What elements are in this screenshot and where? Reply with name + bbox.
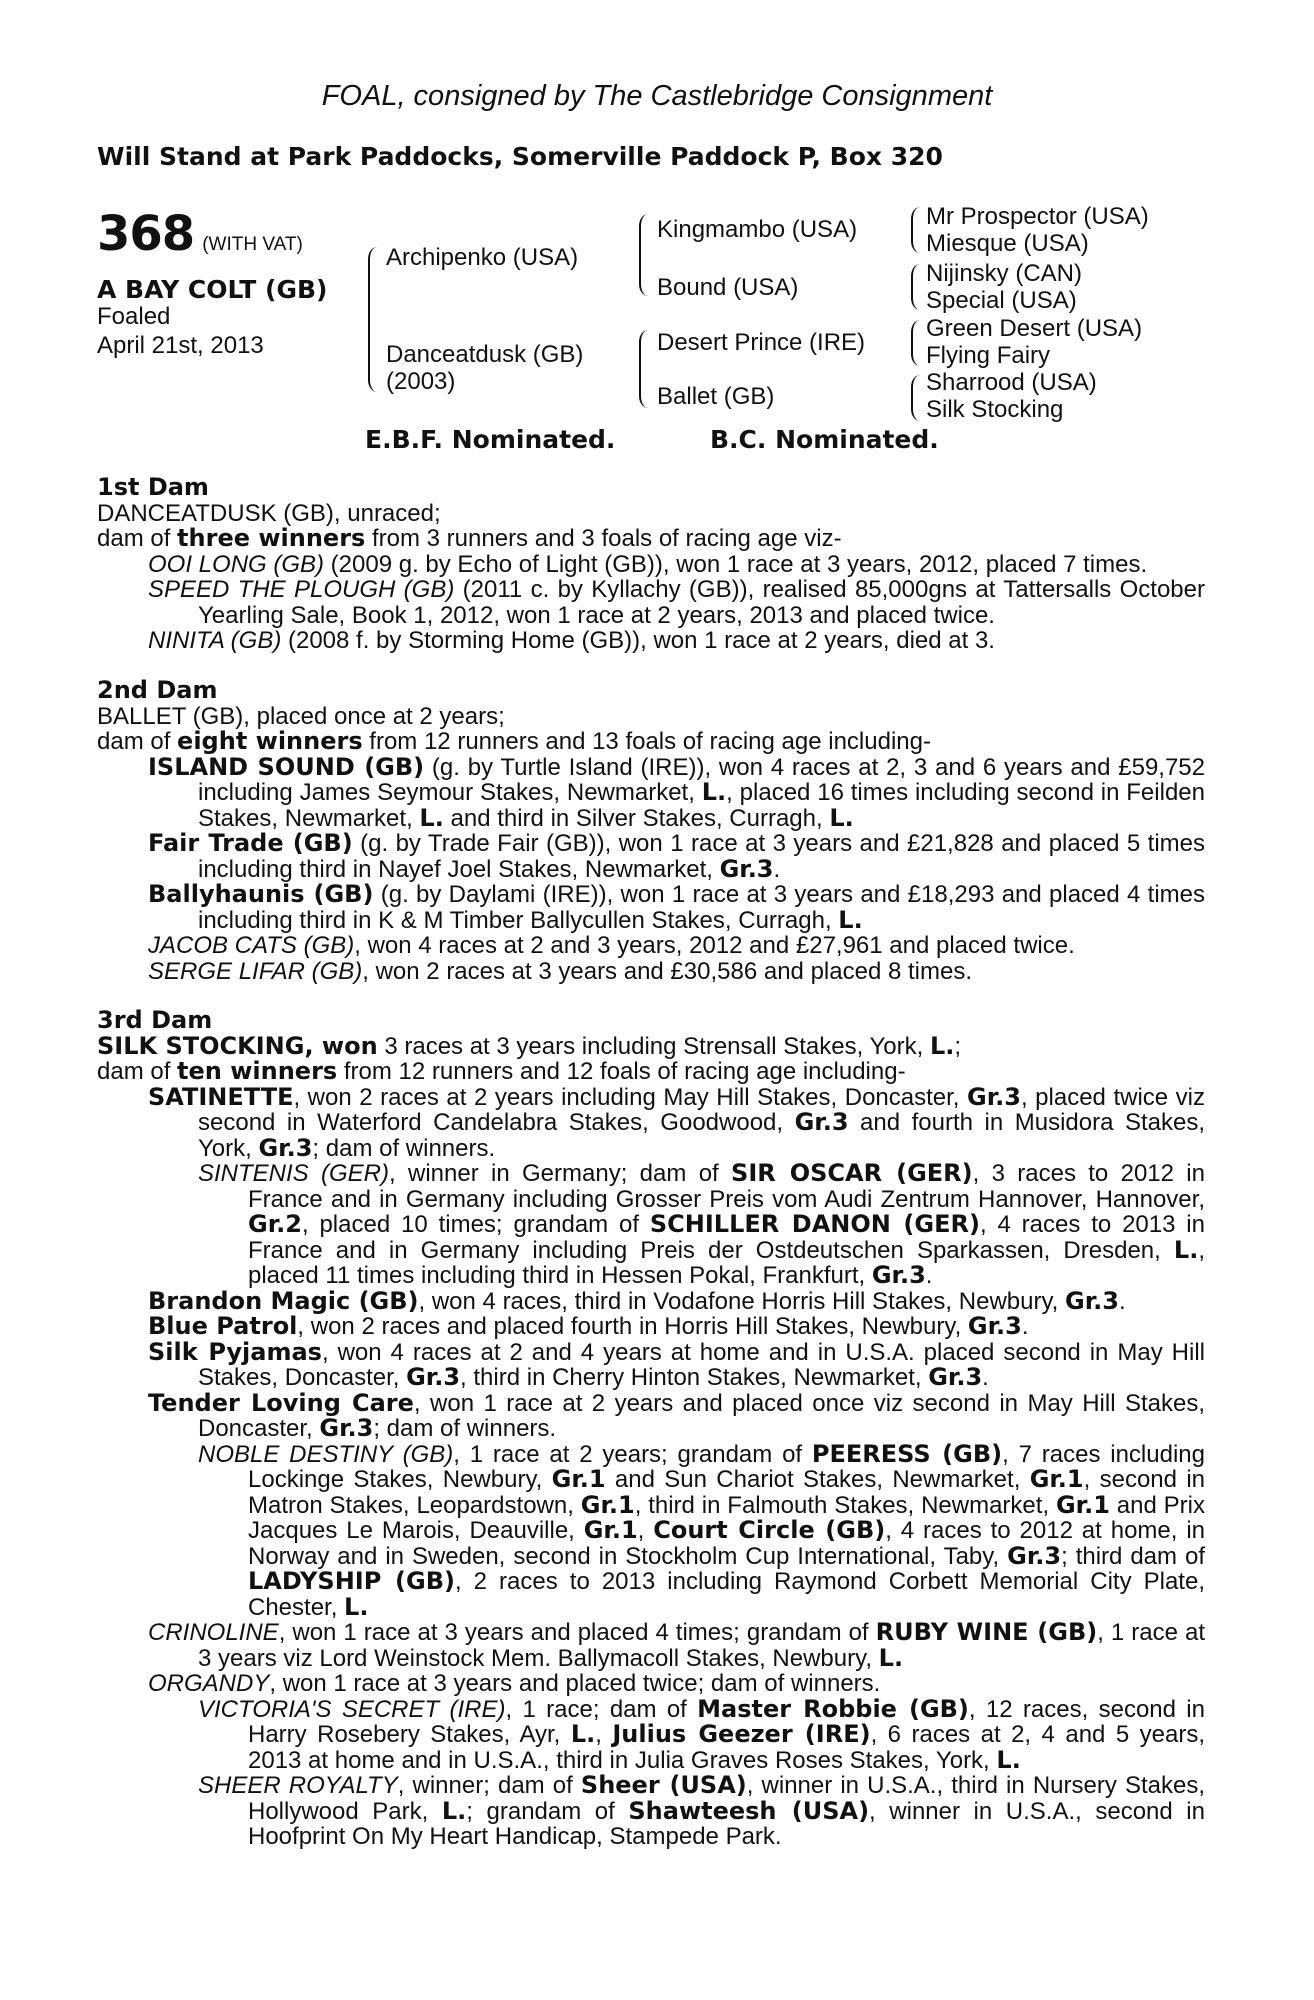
pedigree-brace: [639, 214, 650, 296]
text-span: (g. by Trade Fair (GB)), won 1 race at 3 years and £21,828 and placed 5 times including third in Nayef Joel Stakes, Newmarket,: [198, 830, 1205, 883]
listed-span: L.: [878, 1643, 904, 1672]
gen3-7: Sharrood (USA): [926, 369, 1097, 396]
text-span: ; grandam of: [466, 1797, 629, 1825]
horse-name-span: SINTENIS (GER): [198, 1160, 389, 1187]
listed-span: L.: [929, 1031, 955, 1060]
section-heading: 2nd Dam: [97, 676, 218, 704]
text-span: , 1 race; dam of: [505, 1695, 698, 1723]
stand-location: Will Stand at Park Paddocks, Somerville Paddock P, Box 320: [97, 142, 943, 171]
winners-count: three winners: [177, 524, 366, 552]
sire-dam: Bound (USA): [657, 274, 799, 301]
text-span: , 3 races to 2012 in France and in Germany including Grosser Preis vom Audi Zentrum Hannover, Hannover,: [248, 1160, 1205, 1213]
produce-entry: [97, 959, 1205, 985]
text-span: , placed twice viz second in Waterford Candelabra Stakes, Goodwood,: [198, 1083, 1206, 1136]
text-span: and Prix Jacques Le Marois, Deauville,: [248, 1491, 1205, 1544]
dam-summary: [97, 1031, 1205, 1060]
dam: Danceatdusk (GB): [386, 341, 584, 368]
produce-entry: [97, 1694, 1205, 1774]
text-span: , won: [304, 1031, 378, 1060]
dam-produce-line: [97, 526, 1205, 552]
horse-name-span: RUBY WINE (GB): [875, 1618, 1098, 1646]
text-span: , 12 races, second in Harry Rosebery Stakes, Ayr,: [248, 1695, 1205, 1748]
dam-summary: BALLET (GB), placed once at 2 years;: [97, 702, 505, 730]
gen3-3: Nijinsky (CAN): [926, 260, 1082, 287]
group-span: Gr.3: [1007, 1541, 1062, 1570]
group-span: Gr.3: [928, 1363, 983, 1391]
group-span: Gr.3: [258, 1133, 313, 1162]
text-span: , placed 11 times including third in Hessen Pokal, Frankfurt,: [248, 1236, 1205, 1289]
text-span: dam of: [97, 1058, 178, 1085]
ebf-nominated: E.B.F. Nominated.: [365, 425, 616, 454]
text-span: , won 4 races, third in Vodafone Horris Hill Stakes, Newbury,: [418, 1287, 1066, 1315]
text-span: (g. by Turtle Island (IRE)), won 4 races at 2, 3 and 6 years and £59,752 including James Seymour Stakes, Newmarket,: [198, 753, 1205, 806]
sire: Archipenko (USA): [386, 244, 579, 271]
winners-count: eight winners: [177, 727, 363, 755]
text-span: , 1 race at 2 years; grandam of: [453, 1440, 812, 1468]
horse-name-span: Brandon Magic (GB): [148, 1286, 419, 1315]
foaled-label: Foaled: [97, 303, 171, 330]
horse-name-span: Blue Patrol: [148, 1312, 298, 1340]
text-span: , third in Falmouth Stakes, Newmarket,: [634, 1491, 1056, 1519]
dam-year: (2003): [386, 368, 456, 395]
horse-name-span: SHEER ROYALTY: [198, 1772, 398, 1799]
pedigree-brace: [368, 247, 379, 392]
group-span: Gr.3: [1065, 1286, 1119, 1315]
listed-span: L.: [441, 1796, 467, 1825]
text-span: ; third dam of: [1061, 1542, 1206, 1570]
gen3-4: Special (USA): [926, 287, 1077, 314]
group-span: Gr.3: [406, 1363, 461, 1391]
listed-span: L.: [838, 905, 863, 934]
dam-dam: Ballet (GB): [657, 383, 775, 410]
text-span: , won 2 races at 2 years including May Hill Stakes, Doncaster,: [293, 1083, 968, 1111]
pedigree-brace: [911, 264, 922, 310]
group-span: Gr.3: [794, 1108, 849, 1136]
horse-name-span: Silk Pyjamas: [148, 1337, 322, 1366]
produce-entry: [97, 577, 1205, 628]
text-span: (g. by Daylami (IRE)), won 1 race at 3 years and £18,293 and placed 4 times including third in K & M Timber Ballycullen Stakes, Curragh,: [198, 881, 1205, 934]
gen3-1: Mr Prospector (USA): [926, 203, 1149, 230]
text-span: and Sun Chariot Stakes, Newmarket,: [605, 1466, 1030, 1493]
text-span: , 4 races to 2012 at home, in Norway and in Sweden, second in Stockholm Cup International, Taby,: [248, 1517, 1205, 1570]
group-span: Gr.2: [248, 1210, 302, 1238]
produce-entry: Blue Patrol, won 2 races and placed fourth in Horris Hill Stakes, Newbury, Gr.3.: [148, 1312, 1029, 1340]
text-span: (2008 f. by Storming Home (GB)), won 1 race at 2 years, died at 3.: [281, 627, 995, 654]
text-span: ; dam of winners.: [373, 1415, 557, 1442]
text-span: , 7 races including Lockinge Stakes, Newbury,: [248, 1440, 1205, 1493]
dam-produce-line: [97, 729, 1205, 755]
produce-entry: [97, 1439, 1206, 1621]
gen3-6: Flying Fairy: [926, 342, 1051, 369]
horse-name-span: SILK STOCKING: [97, 1031, 305, 1060]
text-span: .: [925, 1262, 933, 1289]
horse-name-span: SATINETTE: [148, 1082, 294, 1111]
group-span: Gr.1: [580, 1490, 635, 1519]
text-span: , won 2 races and placed fourth in Horris Hill Stakes, Newbury,: [297, 1313, 968, 1340]
text-span: , third in Cherry Hinton Stakes, Newmarket,: [460, 1364, 929, 1391]
text-span: , placed 10 times; grandam of: [301, 1211, 650, 1238]
produce-entry: Fair Trade (GB) (g. by Trade Fair (GB)), won 1 race at 3 years and £21,828 and placed 5 times including third in Nayef Joel Stakes, Newmarket, Gr.3.: [148, 829, 1205, 883]
text-span: ,: [637, 1517, 654, 1544]
section-heading: 3rd Dam: [97, 1006, 213, 1034]
text-span: , won 2 races at 3 years and £30,586 and placed 8 times.: [362, 957, 972, 985]
listed-span: L.: [344, 1592, 369, 1621]
gen3-2: Miesque (USA): [926, 230, 1089, 257]
horse-name-span: CRINOLINE: [148, 1619, 279, 1646]
gen3-5: Green Desert (USA): [926, 315, 1143, 342]
text-span: 3 races at 3 years including Strensall Stakes, York,: [377, 1032, 930, 1060]
produce-entry: [97, 1671, 1205, 1697]
horse-name-span: NINITA (GB): [148, 627, 282, 654]
group-span: Gr.3: [871, 1261, 926, 1289]
pedigree-brace: [911, 375, 922, 421]
text-span: ,: [595, 1721, 613, 1748]
text-span: , 6 races at 2, 4 and 5 years, 2013 at home and in U.S.A., third in Julia Graves Roses Stakes, York,: [248, 1721, 1205, 1774]
produce-entry: [97, 882, 1205, 933]
horse-name-span: NOBLE DESTINY (GB): [198, 1440, 454, 1468]
horse-name-span: JACOB CATS (GB): [148, 932, 355, 959]
text-span: (2011 c. by Kyllachy (GB)), realised 85,000gns at Tattersalls October Yearling Sale, Book 1, 2012, won 1 race at 2 years, 2013 and placed twice.: [198, 576, 1205, 629]
text-span: , 2 races to 2013 including Raymond Corbett Memorial City Plate, Chester,: [248, 1568, 1205, 1621]
text-span: and fourth in Musidora Stakes, York,: [198, 1109, 1206, 1162]
produce-entry: [97, 1773, 1205, 1850]
listed-span: L.: [570, 1720, 596, 1748]
produce-entry: Brandon Magic (GB), won 4 races, third in Vodafone Horris Hill Stakes, Newbury, Gr.3.: [148, 1286, 1126, 1315]
text-span: , placed 16 times including second in Feilden Stakes, Newmarket,: [198, 779, 1205, 832]
produce-entry: [97, 1620, 1205, 1671]
group-span: Gr.1: [1055, 1490, 1110, 1519]
text-span: , winner; dam of: [397, 1772, 581, 1799]
dam-produce-line: [97, 1059, 1205, 1085]
group-span: Gr.1: [583, 1516, 638, 1544]
text-span: from 3 runners and 3 foals of racing age viz-: [365, 525, 842, 552]
text-span: dam of: [97, 525, 178, 552]
group-span: Gr.1: [551, 1465, 606, 1493]
text-span: from 12 runners and 13 foals of racing age including-: [362, 728, 931, 755]
horse-name-span: OOI LONG (GB): [148, 550, 325, 578]
group-span: Gr.3: [967, 1312, 1022, 1340]
lot-heading: [97, 206, 303, 262]
horse-name-span: Sheer (USA): [580, 1771, 747, 1799]
gen3-8: Silk Stocking: [926, 396, 1064, 423]
horse-name-span: Court Circle (GB): [653, 1516, 886, 1544]
sire-sire: Kingmambo (USA): [657, 216, 858, 243]
bc-nominated: B.C. Nominated.: [710, 425, 939, 454]
first-dam-section: [97, 475, 1205, 654]
horse-name: A BAY COLT (GB): [97, 275, 328, 304]
second-dam-section: [97, 678, 1205, 984]
listed-span: L.: [701, 778, 727, 806]
horse-name-span: PEERESS (GB): [811, 1439, 1003, 1468]
section-heading: 1st Dam: [97, 473, 209, 501]
winners-count: ten winners: [177, 1057, 338, 1085]
text-span: , winner in U.S.A., third in Nursery Stakes, Hollywood Park,: [248, 1772, 1205, 1825]
horse-name-span: ORGANDY: [148, 1670, 270, 1697]
horse-name-span: ISLAND SOUND (GB): [148, 752, 425, 781]
group-span: Gr.1: [1029, 1465, 1084, 1493]
listed-span: L.: [996, 1745, 1021, 1774]
third-dam-section: [97, 1008, 1205, 1850]
text-span: , won 4 races at 2 and 4 years at home and in U.S.A. placed second in May Hill Stakes, Doncaster,: [198, 1338, 1205, 1391]
foaled-info: [97, 302, 264, 360]
pedigree-brace: [911, 320, 922, 366]
horse-name-span: SIR OSCAR (GER): [731, 1159, 973, 1187]
produce-entry: [97, 1388, 1206, 1442]
group-span: Gr.3: [967, 1082, 1021, 1111]
produce-entry: [97, 628, 1205, 654]
text-span: ; dam of winners.: [312, 1134, 496, 1162]
produce-entry: [97, 1161, 1205, 1289]
horse-name-span: Ballyhaunis (GB): [148, 880, 374, 908]
vat-label: (WITH VAT): [202, 234, 303, 255]
horse-name-span: Fair Trade (GB): [148, 829, 353, 857]
text-span: (2009 g. by Echo of Light (GB)), won 1 race at 3 years, 2012, placed 7 times.: [324, 550, 1148, 578]
produce-entry: [97, 1082, 1206, 1162]
listed-span: L.: [419, 803, 444, 832]
horse-name-span: SPEED THE PLOUGH (GB): [148, 576, 455, 603]
text-span: , won 1 race at 2 years and placed once viz second in May Hill Stakes, Doncaster,: [198, 1389, 1206, 1442]
listed-span: L.: [1173, 1235, 1199, 1264]
text-span: , won 1 race at 3 years and placed 4 times; grandam of: [278, 1619, 876, 1646]
horse-name-span: SCHILLER DANON (GER): [649, 1210, 980, 1238]
text-span: , won 4 races at 2 and 3 years, 2012 and £27,961 and placed twice.: [354, 932, 1075, 959]
horse-name-span: Master Robbie (GB): [697, 1694, 969, 1723]
horse-name-span: Tender Loving Care: [148, 1388, 414, 1417]
text-span: ;: [954, 1032, 962, 1060]
consignor-title: FOAL, consigned by The Castlebridge Consignment: [321, 80, 993, 112]
text-span: , second in Matron Stakes, Leopardstown,: [248, 1466, 1206, 1519]
dam-sire: Desert Prince (IRE): [657, 329, 866, 356]
produce-entry: [97, 933, 1205, 959]
text-span: , winner in U.S.A., second in Hoofprint On My Heart Handicap, Stampede Park.: [248, 1797, 1205, 1850]
horse-name-span: SERGE LIFAR (GB): [148, 957, 363, 985]
text-span: , 4 races to 2013 in France and in Germany including Preis der Ostdeutschen Sparkassen, Dresden,: [248, 1211, 1205, 1264]
produce-entry: [97, 752, 1205, 832]
dam-summary: DANCEATDUSK (GB), unraced;: [97, 499, 441, 527]
horse-name-span: Julius Geezer (IRE): [612, 1720, 871, 1748]
lot-number: 368: [97, 206, 195, 262]
text-span: and third in Silver Stakes, Curragh,: [443, 804, 830, 832]
produce-entry: [97, 552, 1205, 578]
pedigree-brace: [639, 330, 650, 408]
group-span: Gr.3: [719, 854, 774, 883]
produce-entry: Silk Pyjamas, won 4 races at 2 and 4 years at home and in U.S.A. placed second in May Hill Stakes, Doncaster, Gr.3, third in Cherry Hinton Stakes, Newmarket, Gr.3.: [148, 1337, 1205, 1391]
foaled-date: April 21st, 2013: [97, 332, 264, 359]
text-span: from 12 runners and 12 foals of racing age including-: [337, 1058, 906, 1085]
text-span: , winner in Germany; dam of: [389, 1160, 732, 1187]
horse-name-span: VICTORIA'S SECRET (IRE): [198, 1695, 506, 1723]
horse-name-span: LADYSHIP (GB): [248, 1567, 455, 1595]
group-span: Gr.3: [319, 1414, 374, 1442]
text-span: , won 1 race at 3 years and placed twice; dam of winners.: [269, 1670, 881, 1697]
text-span: , 1 race at 3 years viz Lord Weinstock Mem. Ballymacoll Stakes, Newbury,: [198, 1619, 1205, 1672]
horse-name-span: Shawteesh (USA): [628, 1796, 870, 1825]
pedigree-brace: [911, 207, 922, 253]
text-span: dam of: [97, 728, 178, 755]
listed-span: L.: [829, 803, 854, 832]
